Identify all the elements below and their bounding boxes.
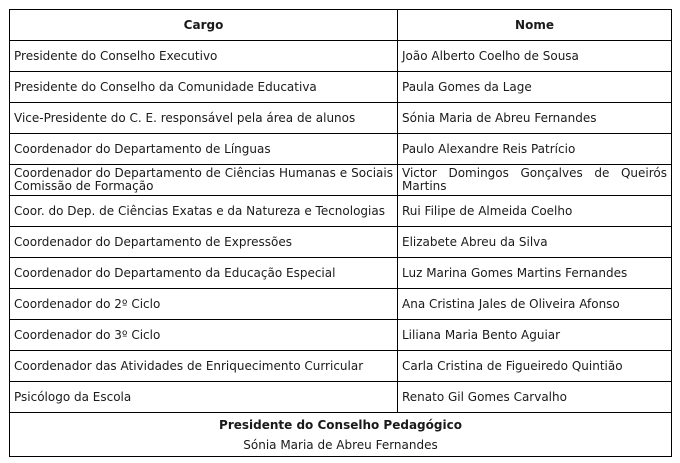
cargo-cell: Psicólogo da Escola [10,382,398,413]
nome-cell: Elizabete Abreu da Silva [398,227,672,258]
cargo-cell: Coordenador do Departamento de Ciências Humanas e Sociais Comissão de Formação [10,165,398,196]
nome-cell: Carla Cristina de Figueiredo Quintião [398,351,672,382]
cargo-cell: Coordenador do Departamento da Educação Especial [10,258,398,289]
cargo-cell: Coordenador das Atividades de Enriquecimento Curricular [10,351,398,382]
table-row [10,165,672,196]
footer-row [10,413,672,457]
footer-name: Sónia Maria de Abreu Fernandes [243,437,438,452]
table-row [10,258,672,289]
table-row [10,227,672,258]
nome-cell: Rui Filipe de Almeida Coelho [398,196,672,227]
cargo-cell: Presidente do Conselho Executivo [10,41,398,72]
nome-cell: Luz Marina Gomes Martins Fernandes [398,258,672,289]
nome-cell: Sónia Maria de Abreu Fernandes [398,103,672,134]
table-row [10,382,672,413]
table-row [10,41,672,72]
cargo-cell: Coordenador do Departamento de Línguas [10,134,398,165]
roles-table [9,9,672,457]
table-row [10,134,672,165]
table-row [10,320,672,351]
nome-cell: Liliana Maria Bento Aguiar [398,320,672,351]
table-row [10,103,672,134]
cargo-cell: Presidente do Conselho da Comunidade Educativa [10,72,398,103]
cargo-cell: Vice-Presidente do C. E. responsável pela área de alunos [10,103,398,134]
nome-cell: João Alberto Coelho de Sousa [398,41,672,72]
nome-cell: Victor Domingos Gonçalves de Queirós Martins [398,165,672,196]
header-nome: Nome [398,10,672,41]
cargo-cell: Coordenador do Departamento de Expressões [10,227,398,258]
table-header-row [10,10,672,41]
table-row [10,351,672,382]
nome-cell: Ana Cristina Jales de Oliveira Afonso [398,289,672,320]
nome-cell: Paulo Alexandre Reis Patrício [398,134,672,165]
nome-cell: Renato Gil Gomes Carvalho [398,382,672,413]
footer-cell [10,413,672,457]
nome-cell: Paula Gomes da Lage [398,72,672,103]
table-row [10,289,672,320]
roles-table-container [9,9,672,457]
cargo-cell: Coordenador do 2º Ciclo [10,289,398,320]
table-row [10,72,672,103]
cargo-cell: Coor. do Dep. de Ciências Exatas e da Natureza e Tecnologias [10,196,398,227]
table-row [10,196,672,227]
footer-title: Presidente do Conselho Pedagógico [219,417,462,432]
header-cargo: Cargo [10,10,398,41]
cargo-cell: Coordenador do 3º Ciclo [10,320,398,351]
